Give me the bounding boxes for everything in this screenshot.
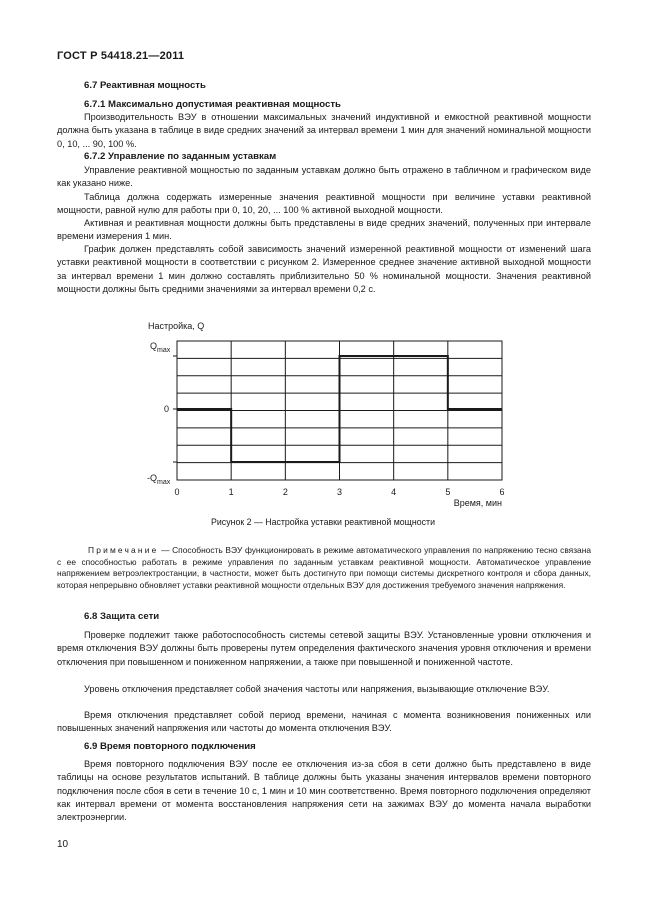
y-tick-label-neg-qmax: $-Q_{max}$ [147,473,171,486]
section-6-9-title: 6.9 Время повторного подключения [84,741,256,752]
section-6-7-1-text: Производительность ВЭУ в отношении максимальных значений индуктивной и емкостной реактивной мощности должна быть указана в таблице в виде средних значений за интервал времени 1 мин для значений номинальной мощности 0, 10, ... 90, 100 %. [57,112,591,149]
x-tick-label: 1 [228,487,234,497]
section-6-8-title: 6.8 Защита сети [84,611,160,622]
section-6-8-para-3: Время отключения представляет собой период времени, начиная с момента возникновения пониженных или повышенных значений напряжения или частоты до момента отключения ВЭУ. [57,710,591,734]
section-6-7-2-title: 6.7.2 Управление по заданным уставкам [84,151,277,162]
x-tick-label: 5 [445,487,451,497]
section-6-9-para-1: Время повторного подключения ВЭУ после ее отключения из-за сбоя в сети должно быть представлено в виде таблицы на основе результатов испытаний. В таблице должны быть указаны значения интервалов времени повторного подключения после сбоя в сети в течение 10 с, 1 мин и 10 мин соответственно. Время повторного подключения определяют как интервал времени от момента восстановления напряжения сети на зажимах ВЭУ до момента начала выработки электроэнергии. [57,759,591,823]
note-label: Примечание [88,545,159,555]
section-6-7-1-title: 6.7.1 Максимально допустимая реактивная мощность [84,99,341,110]
figure-caption: Рисунок 2 — Настройка уставки реактивной мощности [211,517,435,527]
document-header: ГОСТ Р 54418.21—2011 [57,50,185,62]
x-tick-label: 4 [391,487,397,497]
x-tick-label: 3 [336,487,343,497]
section-6-7-2-para-4: График должен представлять собой зависимость значений измеренной реактивной мощности от изменений шага уставки реактивной мощности в соответствии с рисунком 2. Измеренное среднее значение активной выходной мощности за интервал времени 1 мин должно составлять приблизительно 50 % номинальной мощности. Значения реактивной мощности должны быть средними значениями за интервал времени 0,2 с. [57,244,591,294]
figure-note [57,545,591,591]
note-text: — Способность ВЭУ функционировать в режиме автоматического управления по напряжению тесно связана с ее способностью работать в режиме управления по заданным уставкам реактивной мощности. Автоматическое управление напряжением ветроэлектростанции, в частности, может быть достигнуто при помощи системы дискретного контроля и сбора данных, которая непрерывно обновляет уставки реактивной мощности отдельных ВЭУ для достижения требуемого значения напряжения. [57,545,591,590]
section-6-7-title: 6.7 Реактивная мощность [84,80,206,91]
setpoint-series-line [177,356,502,462]
y-tick-label-zero: 0 [163,404,169,414]
y-axis-label: Настройка, Q [148,321,205,331]
x-tick-label: 0 [174,487,180,497]
section-6-7-2-para-3: Активная и реактивная мощности должны быть представлены в виде средних значений, полученных при интервале времени измерения 1 мин. [57,218,591,242]
x-tick-label: 6 [499,487,505,497]
chart-grid [173,341,502,480]
section-6-8-para-2: Уровень отключения представляет собой значения частоты или напряжения, вызывающие отключение ВЭУ. [84,684,550,694]
section-6-7-2-para-2: Таблица должна содержать измеренные значения реактивной мощности при величине уставки реактивной мощности, равной нулю для работы при 0, 10, 20, ... 100 % активной выходной мощности. [57,192,591,216]
x-tick-label: 2 [282,487,288,497]
section-6-7-2-para-1: Управление реактивной мощностью по заданным уставкам должно быть отражено в табличном и графическом виде как указано ниже. [57,165,591,189]
y-tick-label-qmax: $Q_{max}$ [150,341,171,354]
page-number: 10 [57,839,69,850]
section-6-8-para-1: Проверке подлежит также работоспособность системы сетевой защиты ВЭУ. Установленные уровни отключения и время отключения ВЭУ должны быть проверены путем определения фактического значения уровня отключения и времени отключения при повышенном и пониженном напряжении, а также при повышенной и пониженной частоте. [57,630,591,667]
x-axis-label: Время, мин [453,498,502,508]
